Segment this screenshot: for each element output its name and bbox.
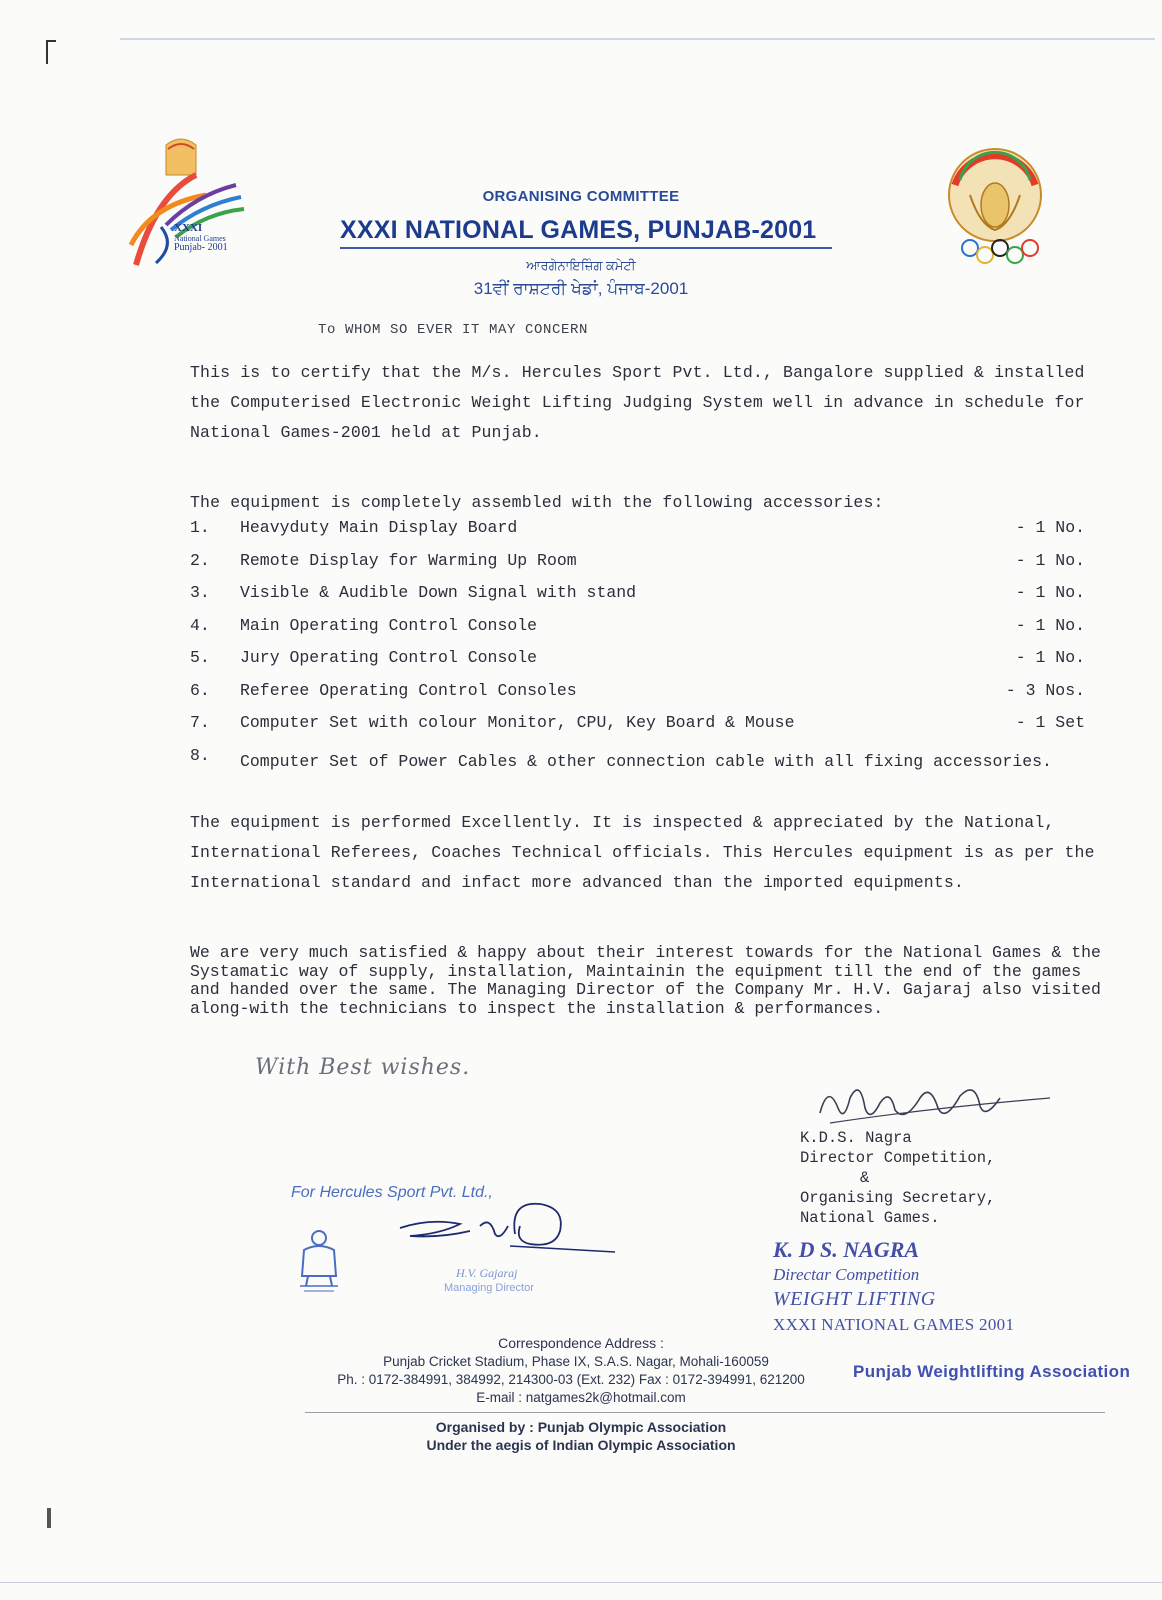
punjabi-title: 31ਵੀਂ ਰਾਸ਼ਟਰੀ ਖੇਡਾਂ, ਪੰਜਾਬ-2001	[473, 279, 689, 298]
item-number: 5.	[190, 648, 210, 667]
hercules-stamp-label: For Hercules Sport Pvt. Ltd.,	[291, 1184, 493, 1201]
organised-by-line: Organised by : Punjab Olympic Association	[435, 1419, 727, 1435]
signatory-designation: Organising Secretary,	[800, 1189, 996, 1207]
nagra-rubber-stamp	[773, 1237, 1014, 1337]
item-number: 4.	[190, 615, 210, 635]
logo-left-line: Punjab- 2001	[174, 241, 228, 253]
list-item	[190, 681, 1085, 714]
punjabi-committee-label: ਆਰਗੇਨਾਇਜ਼ਿੰਗ ਕਮੇਟੀ	[526, 258, 636, 273]
item-number: 3.	[190, 583, 210, 602]
item-description: Main Operating Control Console	[240, 615, 538, 635]
item-quantity: - 1 Set	[1015, 713, 1085, 732]
stamp-line: WEIGHT LIFTING	[773, 1288, 936, 1310]
item-quantity: - 1 No.	[1015, 550, 1085, 570]
handwritten-closing: With Best wishes.	[255, 1055, 471, 1080]
logo-left-line: XXXI	[174, 222, 203, 234]
performance-paragraph: The equipment is performed Excellently. It is inspected & appreciated by the National, International Referees, Coaches Technical officials. This Hercules equipment is as per the International standard and infact more advanced than the imported equipments.	[190, 813, 1095, 892]
scan-border-top	[120, 38, 1155, 40]
scan-border-bottom	[0, 1582, 1162, 1583]
letterhead-title: XXXI NATIONAL GAMES, PUNJAB-2001	[340, 216, 817, 244]
list-item	[190, 551, 1085, 584]
item-description: Remote Display for Warming Up Room	[240, 550, 577, 570]
hercules-director-title: Managing Director	[444, 1282, 534, 1294]
item-number: 6.	[190, 680, 210, 700]
list-item	[190, 648, 1085, 681]
stamp-line: Directar Competition	[773, 1265, 920, 1284]
signatory-ampersand: &	[860, 1169, 870, 1187]
item-number: 7.	[190, 713, 210, 732]
gajaraj-signature	[390, 1196, 620, 1266]
list-item	[190, 713, 1085, 746]
signatory-designation: National Games.	[800, 1209, 940, 1227]
stamp-line: XXXI NATIONAL GAMES 2001	[773, 1315, 1015, 1334]
scan-edge-mark	[47, 1508, 51, 1528]
aegis-line: Under the aegis of Indian Olympic Association	[426, 1437, 736, 1453]
scan-corner-mark	[46, 40, 48, 64]
item-quantity: - 1 No.	[1015, 615, 1085, 635]
item-quantity: - 1 No.	[1015, 583, 1085, 602]
item-quantity: - 1 No.	[1015, 518, 1085, 537]
item-description: Jury Operating Control Console	[240, 648, 538, 667]
item-description: Referee Operating Control Consoles	[240, 680, 577, 700]
correspondence-phone: Ph. : 0172-384991, 384992, 214300-03 (Ext. 232) Fax : 0172-394991, 621200	[337, 1372, 805, 1387]
item-number: 1.	[190, 518, 210, 537]
letter-heading: To WHOM SO EVER IT MAY CONCERN	[318, 322, 589, 338]
list-item	[190, 616, 1085, 649]
title-underline	[340, 247, 832, 249]
correspondence-address: Punjab Cricket Stadium, Phase IX, S.A.S. Nagar, Mohali-160059	[383, 1354, 769, 1369]
item-number: 8.	[190, 745, 210, 765]
item-quantity: - 3 Nos.	[1005, 680, 1085, 700]
correspondence-email: E-mail : natgames2k@hotmail.com	[476, 1390, 686, 1405]
item-description: Computer Set with colour Monitor, CPU, Key Board & Mouse	[240, 713, 795, 732]
logo-left-line: National Games	[174, 233, 226, 243]
signatory-block-right	[800, 1128, 995, 1228]
organising-committee-label: ORGANISING COMMITTEE	[482, 188, 680, 205]
signatory-designation: Director Competition,	[800, 1149, 996, 1167]
item-description: Visible & Audible Down Signal with stand	[240, 583, 637, 602]
correspondence-label: Correspondence Address :	[498, 1335, 664, 1351]
hercules-logo	[294, 1228, 344, 1294]
list-item	[190, 518, 1085, 551]
item-description: Heavyduty Main Display Board	[240, 518, 518, 537]
satisfaction-paragraph: We are very much satisfied & happy about their interest towards for the National Games & the Systamatic way of supply, installation, Maintainin the equipment till the end of the games and handed over the same. The Managing Director of the Company Mr. H.V. Gajaraj also visited along-with the technicians to inspect the installation & performances.	[190, 943, 1101, 1018]
hercules-director-name: H.V. Gajaraj	[456, 1266, 518, 1280]
list-item	[190, 746, 1085, 806]
stamp-line: K. D S. NAGRA	[773, 1237, 920, 1262]
signatory-name: K.D.S. Nagra	[800, 1129, 912, 1147]
item-number: 2.	[190, 550, 210, 570]
item-description: Computer Set of Power Cables & other connection cable with all fixing accessories.	[240, 751, 1052, 771]
item-quantity: - 1 No.	[1015, 648, 1085, 667]
accessories-list	[190, 518, 1085, 806]
intro-paragraph: This is to certify that the M/s. Hercules Sport Pvt. Ltd., Bangalore supplied & installed the Computerised Electronic Weight Lifting Judging System well in advance in schedule for National Games-2001 held at Punjab.	[190, 363, 1085, 442]
footer-divider	[305, 1412, 1105, 1413]
accessories-intro: The equipment is completely assembled with the following accessories:	[190, 493, 884, 512]
list-item	[190, 583, 1085, 616]
association-stamp: Punjab Weightlifting Association	[853, 1362, 1131, 1381]
